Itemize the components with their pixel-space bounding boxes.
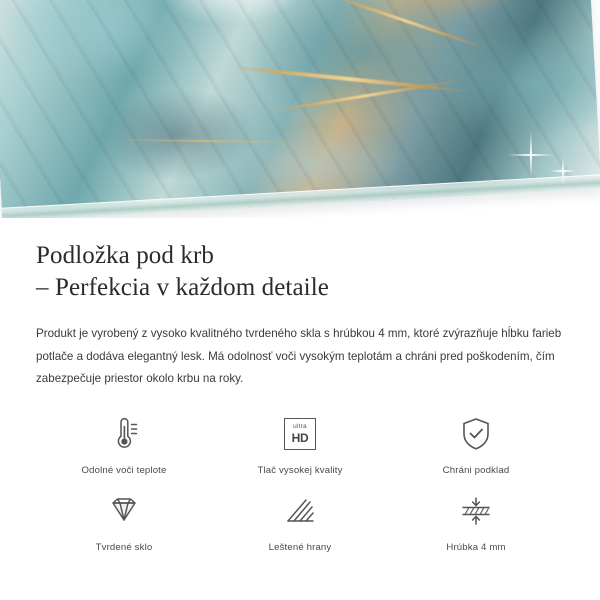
page-title <box>36 240 564 304</box>
polished-edges-icon <box>282 490 318 532</box>
sparkle-icon <box>508 132 554 178</box>
feature-item <box>36 490 212 553</box>
headline-line-1: Podložka pod krb <box>36 242 214 269</box>
feature-item <box>36 413 212 476</box>
ultra-hd-icon <box>284 413 316 455</box>
feature-label: Tvrdené sklo <box>95 541 153 553</box>
ultra-hd-badge-bottom: HD <box>291 430 309 445</box>
sparkle-small-icon <box>550 158 576 184</box>
content-block <box>0 240 600 553</box>
shield-check-icon <box>459 413 493 455</box>
feature-item <box>212 413 388 476</box>
headline-line-2: – Perfekcia v každom detaile <box>36 274 329 301</box>
feature-label: Hrúbka 4 mm <box>446 541 506 553</box>
hero-image-inner <box>0 0 600 218</box>
thickness-arrows-icon <box>457 490 495 532</box>
feature-label: Leštené hrany <box>268 541 332 553</box>
feature-label: Odolné voči teplote <box>81 464 167 476</box>
ultra-hd-badge-top: ultra <box>293 423 307 431</box>
diamond-icon <box>105 490 143 532</box>
feature-item <box>212 490 388 553</box>
feature-grid <box>36 413 564 553</box>
thermometer-icon <box>107 413 141 455</box>
glass-panel <box>0 0 600 218</box>
feature-label: Tlač vysokej kvality <box>257 464 343 476</box>
feature-item <box>388 490 564 553</box>
feature-item <box>388 413 564 476</box>
feature-label: Chráni podklad <box>442 464 510 476</box>
description-paragraph: Produkt je vyrobený z vysoko kvalitného tvrdeného skla s hrúbkou 4 mm, ktoré zvýrazňuje hĺbku farieb potlače a dodáva elegantný lesk. Má odolnosť voči vysokým teplotám a chráni pred poškodením, čím zabezpečuje priestor okolo krbu na roky. <box>36 327 562 386</box>
hero-image <box>0 0 600 218</box>
